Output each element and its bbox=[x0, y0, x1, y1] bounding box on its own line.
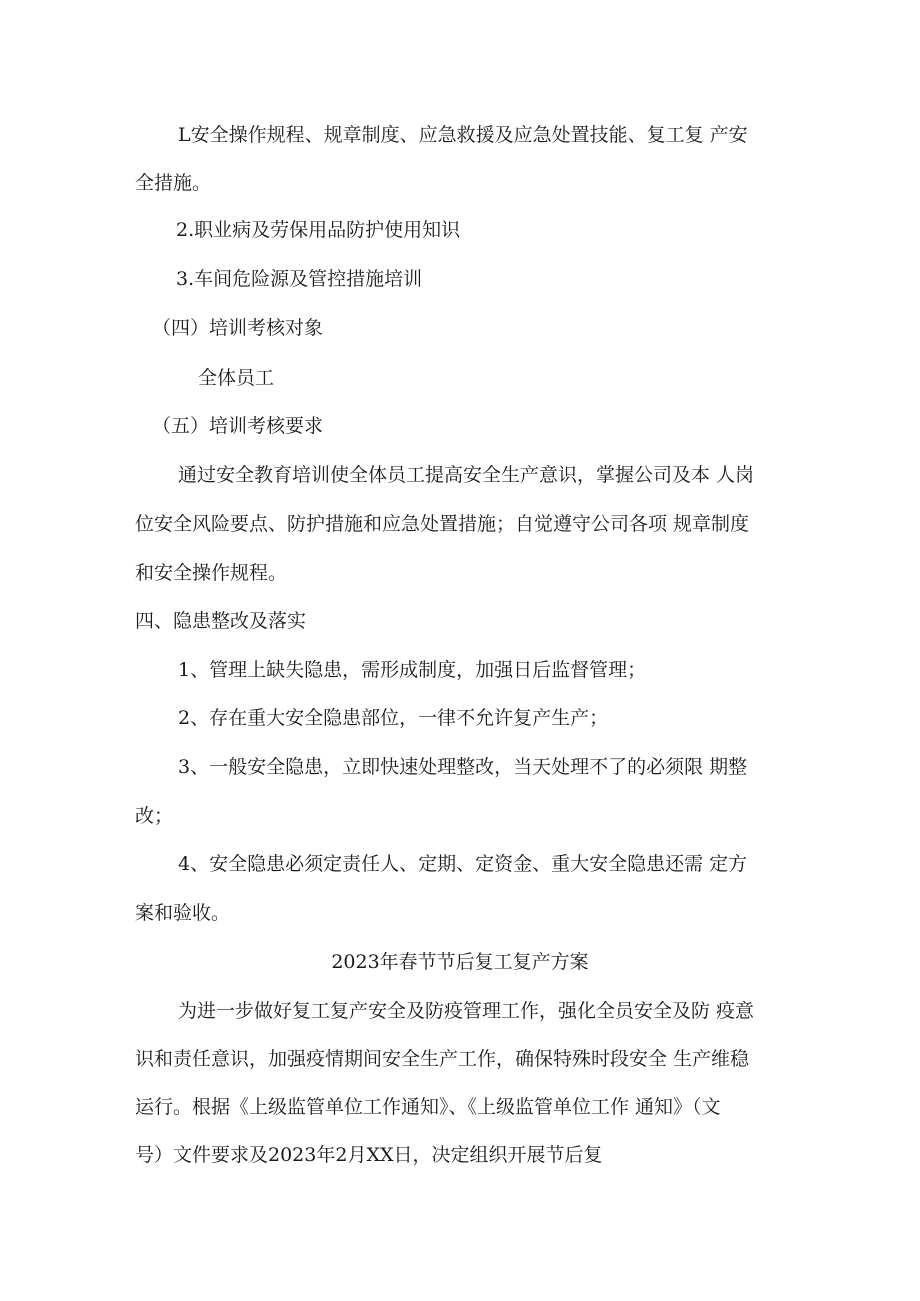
paragraph-line: 位安全风险要点、防护措施和应急处置措施；自觉遵守公司各项 规章制度 bbox=[135, 513, 750, 535]
document-title: 2023年春节节后复工复产方案 bbox=[331, 951, 589, 973]
section-heading: 四、隐患整改及落实 bbox=[135, 610, 307, 632]
paragraph-line: 号）文件要求及2023年2月XX日，决定组织开展节后复 bbox=[135, 1144, 603, 1166]
paragraph-line: 全体员工 bbox=[198, 367, 275, 389]
paragraph-line: 通过安全教育培训使全体员工提高安全生产意识，掌握公司及本 人岗 bbox=[178, 464, 755, 486]
paragraph-line: 改； bbox=[135, 805, 174, 827]
list-item: 2、存在重大安全隐患部位，一律不允许复产生产； bbox=[178, 707, 609, 729]
list-item: 3.车间危险源及管控措施培训 bbox=[176, 268, 423, 290]
list-item: 2.职业病及劳保用品防护使用知识 bbox=[176, 219, 461, 241]
section-heading: （五）培训考核要求 bbox=[152, 415, 324, 437]
section-heading: （四）培训考核对象 bbox=[152, 317, 324, 339]
list-item: 1、管理上缺失隐患，需形成制度，加强日后监督管理； bbox=[178, 659, 647, 681]
list-item: 4、安全隐患必须定责任人、定期、定资金、重大安全隐患还需 定方 bbox=[178, 853, 748, 875]
paragraph-line: L安全操作规程、规章制度、应急救援及应急处置技能、复工复 产安 bbox=[178, 124, 748, 146]
paragraph-line: 为进一步做好复工复产安全及防疫管理工作，强化全员安全及防 疫意 bbox=[178, 1000, 755, 1022]
paragraph-line: 识和责任意识，加强疫情期间安全生产工作，确保特殊时段安全 生产维稳 bbox=[135, 1048, 750, 1070]
paragraph-line: 运行。根据《上级监管单位工作通知》、《上级监管单位工作 通知》（文 bbox=[135, 1096, 721, 1118]
paragraph-line: 全措施。 bbox=[135, 172, 212, 194]
list-item: 3、一般安全隐患，立即快速处理整改，当天处理不了的必须限 期整 bbox=[178, 756, 748, 778]
paragraph-line: 和安全操作规程。 bbox=[135, 562, 288, 584]
paragraph-line: 案和验收。 bbox=[135, 902, 231, 924]
